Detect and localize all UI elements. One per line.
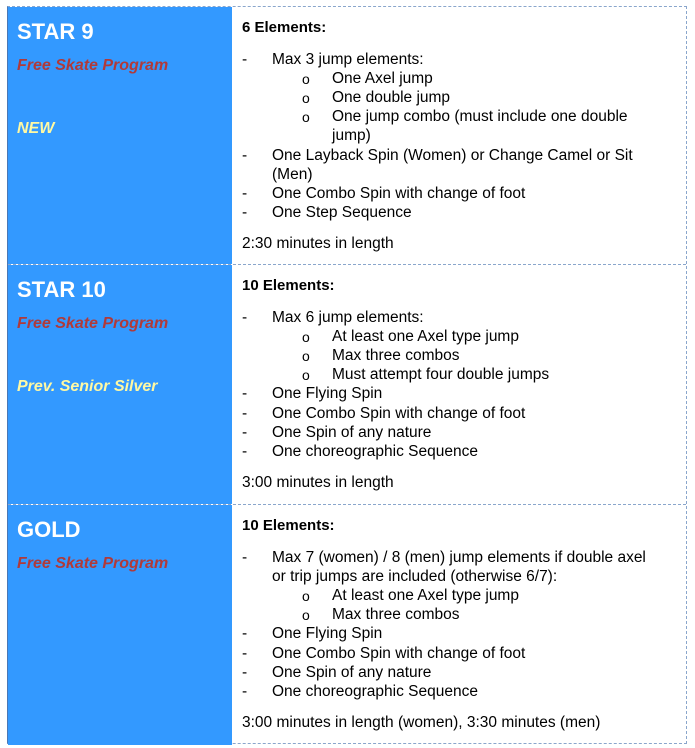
dash-bullet: - bbox=[242, 424, 248, 441]
list-item: One choreographic Sequence bbox=[272, 443, 478, 460]
circle-bullet: o bbox=[302, 90, 310, 106]
elements-heading: 10 Elements: bbox=[242, 277, 335, 294]
level-note: Prev. Senior Silver bbox=[17, 378, 158, 395]
requirements-table bbox=[7, 6, 687, 744]
sub-list-item: One jump combo (must include one double bbox=[332, 108, 628, 125]
dash-bullet: - bbox=[242, 385, 248, 402]
dash-bullet: - bbox=[242, 204, 248, 221]
dash-bullet: - bbox=[242, 625, 248, 642]
dash-bullet: - bbox=[242, 549, 248, 566]
table-row-star-10 bbox=[8, 265, 686, 505]
level-title: STAR 9 bbox=[17, 19, 94, 44]
list-item: One Step Sequence bbox=[272, 204, 412, 221]
dash-bullet: - bbox=[242, 405, 248, 422]
sub-list-item: One Axel jump bbox=[332, 70, 433, 87]
sub-list-item: Max three combos bbox=[332, 606, 460, 623]
dash-bullet: - bbox=[242, 664, 248, 681]
table-row-star-9 bbox=[8, 7, 686, 265]
sub-list-item: One double jump bbox=[332, 89, 451, 106]
program-label: Free Skate Program bbox=[17, 57, 169, 74]
list-item: One Layback Spin (Women) or Change Camel or Sit bbox=[272, 147, 633, 164]
duration-text: 2:30 minutes in length bbox=[242, 235, 394, 252]
sub-list-item: Max three combos bbox=[332, 347, 460, 364]
circle-bullet: o bbox=[302, 367, 310, 383]
list-item: One Combo Spin with change of foot bbox=[272, 185, 526, 202]
requirements-cell bbox=[232, 265, 686, 504]
list-item: One Combo Spin with change of foot bbox=[272, 645, 526, 662]
circle-bullet: o bbox=[302, 348, 310, 364]
list-item: One Combo Spin with change of foot bbox=[272, 405, 526, 422]
program-label: Free Skate Program bbox=[17, 555, 169, 572]
circle-bullet: o bbox=[302, 109, 310, 125]
dash-bullet: - bbox=[242, 185, 248, 202]
sub-list-item: At least one Axel type jump bbox=[332, 587, 519, 604]
elements-heading: 6 Elements: bbox=[242, 19, 327, 36]
dash-bullet: - bbox=[242, 309, 248, 326]
level-note: NEW bbox=[17, 120, 55, 137]
list-item: One Flying Spin bbox=[272, 385, 383, 402]
dash-bullet: - bbox=[242, 51, 248, 68]
circle-bullet: o bbox=[302, 588, 310, 604]
list-item: One Flying Spin bbox=[272, 625, 383, 642]
dash-bullet: - bbox=[242, 645, 248, 662]
table-row-gold bbox=[8, 505, 686, 745]
requirements-cell bbox=[232, 505, 686, 745]
list-item-continued: (Men) bbox=[272, 166, 313, 183]
sub-list-item: At least one Axel type jump bbox=[332, 328, 519, 345]
list-item: One choreographic Sequence bbox=[272, 683, 478, 700]
list-item: Max 3 jump elements: bbox=[272, 51, 424, 68]
dash-bullet: - bbox=[242, 443, 248, 460]
level-cell bbox=[8, 265, 232, 504]
level-title: STAR 10 bbox=[17, 277, 106, 302]
sub-list-item: Must attempt four double jumps bbox=[332, 366, 550, 383]
list-item-continued: or trip jumps are included (otherwise 6/7): bbox=[272, 568, 558, 585]
level-cell bbox=[8, 505, 232, 745]
sub-list-item-continued: jump) bbox=[332, 127, 371, 144]
circle-bullet: o bbox=[302, 329, 310, 345]
circle-bullet: o bbox=[302, 71, 310, 87]
circle-bullet: o bbox=[302, 607, 310, 623]
list-item: One Spin of any nature bbox=[272, 664, 432, 681]
list-item: Max 7 (women) / 8 (men) jump elements if double axel bbox=[272, 549, 646, 566]
duration-text: 3:00 minutes in length bbox=[242, 474, 394, 491]
requirements-cell bbox=[232, 7, 686, 264]
list-item: Max 6 jump elements: bbox=[272, 309, 424, 326]
list-item: One Spin of any nature bbox=[272, 424, 432, 441]
dash-bullet: - bbox=[242, 683, 248, 700]
elements-heading: 10 Elements: bbox=[242, 517, 335, 534]
level-cell bbox=[8, 7, 232, 264]
dash-bullet: - bbox=[242, 147, 248, 164]
program-label: Free Skate Program bbox=[17, 315, 169, 332]
level-title: GOLD bbox=[17, 517, 81, 542]
duration-text: 3:00 minutes in length (women), 3:30 minutes (men) bbox=[242, 714, 601, 731]
